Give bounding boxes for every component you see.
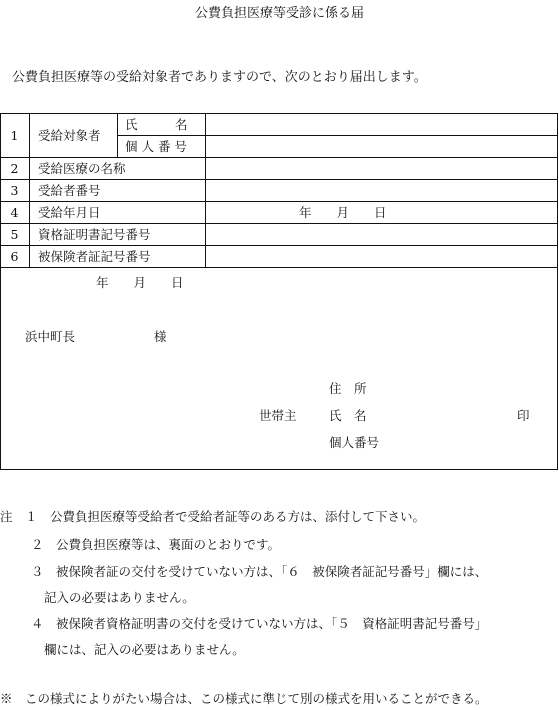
- footer-note: ※ この様式によりがたい場合は、この様式に準じて別の様式を用いることができる。: [0, 691, 488, 706]
- note-4: ４ 被保険者資格証明書の交付を受けていない方は、「５ 資格証明書記号番号」: [31, 616, 488, 631]
- notification-form: [0, 113, 558, 470]
- submission-date[interactable]: 年 月 日: [96, 275, 184, 290]
- row-number: 5: [10, 227, 19, 242]
- recipient-individual-number-field[interactable]: [207, 136, 555, 157]
- row-number: 6: [10, 249, 19, 264]
- intro-text: 公費負担医療等の受給対象者でありますので、次のとおり届出します。: [12, 70, 427, 85]
- column-divider: [117, 114, 118, 157]
- row-number: 3: [10, 183, 19, 198]
- householder-name-label: 氏 名: [329, 408, 367, 423]
- address-label: 住 所: [329, 381, 367, 396]
- qualification-cert-field[interactable]: [207, 224, 555, 245]
- row-label-medical-name: 受給医療の名称: [38, 161, 126, 176]
- householder-individual-number-label: 個人番号: [329, 435, 380, 450]
- insured-card-field[interactable]: [207, 246, 555, 267]
- note-3: ３ 被保険者証の交付を受けていない方は、「６ 被保険者証記号番号」欄には、: [31, 564, 488, 579]
- receipt-date-field[interactable]: 年 月 日: [299, 205, 387, 220]
- document-title: 公費負担医療等受診に係る届: [194, 6, 364, 21]
- recipient-name-field[interactable]: [207, 114, 555, 135]
- honorific: 様: [154, 329, 167, 344]
- seal-mark: 印: [517, 408, 530, 423]
- row-label-insured-card: 被保険者証記号番号: [38, 249, 151, 264]
- householder-label: 世帯主: [259, 408, 297, 423]
- row-label-recipient: 受給対象者: [38, 128, 101, 143]
- recipient-number-field[interactable]: [207, 180, 555, 201]
- note-1: 注 １ 公費負担医療等受給者で受給者証等のある方は、添付して下さい。: [0, 509, 426, 524]
- column-divider: [205, 114, 206, 267]
- row-label-receipt-date: 受給年月日: [38, 205, 101, 220]
- row-number: 1: [10, 128, 19, 143]
- row-label-qualification-cert: 資格証明書記号番号: [38, 227, 151, 242]
- addressee: 浜中町長: [25, 329, 76, 344]
- row-number: 2: [10, 161, 19, 176]
- note-3-cont: 記入の必要はありません。: [44, 590, 195, 605]
- column-divider: [29, 114, 30, 267]
- sub-label-name: 氏 名: [125, 117, 188, 132]
- sub-label-individual-number: 個 人 番 号: [125, 139, 187, 154]
- medical-name-field[interactable]: [207, 158, 555, 179]
- note-2: ２ 公費負担医療等は、裏面のとおりです。: [31, 537, 281, 552]
- note-4-cont: 欄には、記入の必要はありません。: [44, 642, 245, 657]
- row-label-recipient-number: 受給者番号: [38, 183, 101, 198]
- row-number: 4: [10, 205, 19, 220]
